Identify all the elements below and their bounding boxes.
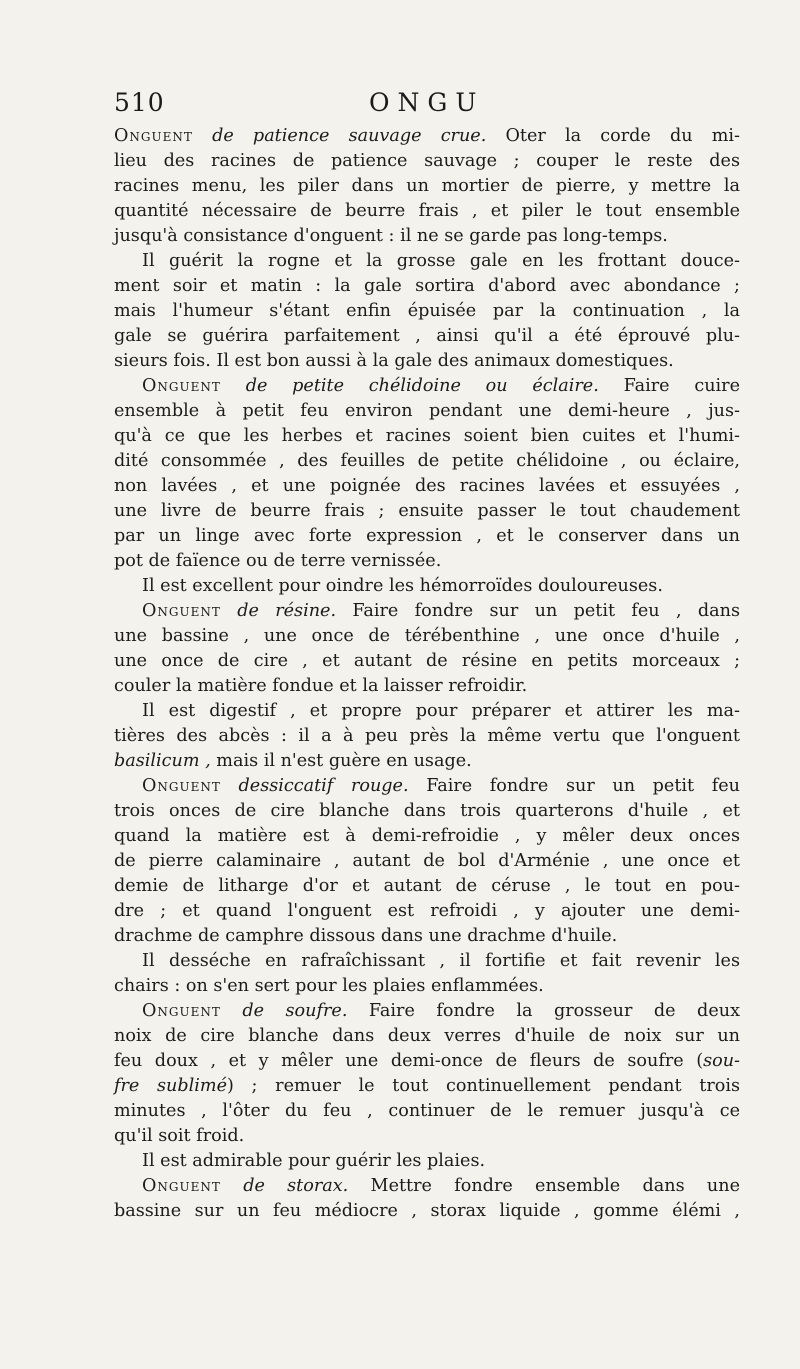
text-line xyxy=(114,799,740,824)
entry-keyword: Onguent xyxy=(142,376,221,396)
text-run: lieu des racines de patience sauvage ; couper le reste des xyxy=(114,151,740,171)
text-run: jusqu'à consistance d'onguent : il ne se garde pas long-temps. xyxy=(114,226,668,246)
text-line xyxy=(114,349,740,374)
text-run: ensemble à petit feu environ pendant une demi-heure , jus- xyxy=(114,401,740,421)
page-number: 510 xyxy=(114,88,165,117)
text-line xyxy=(114,1074,740,1099)
text-line xyxy=(114,999,740,1024)
text-run xyxy=(193,126,212,146)
text-run: une once de cire , et autant de résine en petits morceaux ; xyxy=(114,651,740,671)
italic-text: de patience sauvage crue. xyxy=(212,126,487,146)
text-line xyxy=(114,974,740,999)
text-line xyxy=(114,949,740,974)
text-run: noix de cire blanche dans deux verres d'huile de noix sur un xyxy=(114,1026,740,1046)
text-run: tières des abcès : il a à peu près la même vertu que l'onguent xyxy=(114,726,740,746)
text-run: Il est admirable pour guérir les plaies. xyxy=(142,1151,486,1171)
text-run: couler la matière fondue et la laisser refroidir. xyxy=(114,676,528,696)
text-line xyxy=(114,524,740,549)
text-line xyxy=(114,499,740,524)
text-line xyxy=(114,924,740,949)
text-line xyxy=(114,1174,740,1199)
text-run: une livre de beurre frais ; ensuite passer le tout chaudement xyxy=(114,501,740,521)
text-run: gale se guérira parfaitement , ainsi qu'il a été éprouvé plu- xyxy=(114,326,740,346)
text-run: Faire cuire xyxy=(598,376,740,396)
text-run: qu'à ce que les herbes et racines soient bien cuites et l'humi- xyxy=(114,426,740,446)
text-run: Faire fondre sur un petit feu xyxy=(408,776,741,796)
entry-keyword: Onguent xyxy=(142,601,221,621)
text-line xyxy=(114,174,740,199)
text-run: chairs : on s'en sert pour les plaies enflammées. xyxy=(114,976,544,996)
text-line xyxy=(114,724,740,749)
text-line xyxy=(114,1124,740,1149)
text-line xyxy=(114,699,740,724)
entry-keyword: Onguent xyxy=(142,1001,221,1021)
entry-keyword: Onguent xyxy=(142,776,221,796)
text-run: pot de faïence ou de terre vernissée. xyxy=(114,551,442,571)
text-line xyxy=(114,849,740,874)
text-line xyxy=(114,1024,740,1049)
text-line xyxy=(114,299,740,324)
text-line xyxy=(114,274,740,299)
text-run: Oter la corde du mi- xyxy=(486,126,740,146)
text-run: dité consommée , des feuilles de petite chélidoine , ou éclaire, xyxy=(114,451,740,471)
text-run xyxy=(221,1001,242,1021)
text-run: sieurs fois. Il est bon aussi à la gale des animaux domestiques. xyxy=(114,351,674,371)
text-run: dre ; et quand l'onguent est refroidi , y ajouter une demi- xyxy=(114,901,740,921)
text-run: Il desséche en rafraîchissant , il fortifie et fait revenir les xyxy=(142,951,740,971)
text-line xyxy=(114,374,740,399)
text-run: quand la matière est à demi-refroidie , y mêler deux onces xyxy=(114,826,740,846)
text-run: ) ; remuer le tout continuellement pendant trois xyxy=(227,1076,740,1096)
text-run: Faire fondre sur un petit feu , dans xyxy=(336,601,741,621)
text-line xyxy=(114,124,740,149)
body-text xyxy=(114,124,740,1224)
running-head: ONGU xyxy=(369,88,485,117)
text-line xyxy=(114,574,740,599)
text-run: trois onces de cire blanche dans trois quarterons d'huile , et xyxy=(114,801,740,821)
text-line xyxy=(114,324,740,349)
text-run: par un linge avec forte expression , et le conserver dans un xyxy=(114,526,740,546)
text-line xyxy=(114,674,740,699)
italic-text: dessiccatif rouge. xyxy=(238,776,409,796)
text-run: demie de litharge d'or et autant de céruse , le tout en pou- xyxy=(114,876,740,896)
italic-text: basilicum , xyxy=(114,751,211,771)
italic-text: fre sublimé xyxy=(114,1076,227,1096)
italic-text: de storax. xyxy=(243,1176,349,1196)
text-line xyxy=(114,774,740,799)
text-line xyxy=(114,149,740,174)
page-header xyxy=(114,88,674,122)
text-line xyxy=(114,449,740,474)
text-run: feu doux , et y mêler une demi-once de fleurs de soufre ( xyxy=(114,1051,704,1071)
text-line xyxy=(114,1149,740,1174)
text-line xyxy=(114,1199,740,1224)
text-line xyxy=(114,399,740,424)
text-run xyxy=(221,776,239,796)
text-line xyxy=(114,624,740,649)
text-line xyxy=(114,549,740,574)
text-run: drachme de camphre dissous dans une drachme d'huile. xyxy=(114,926,618,946)
text-run: Faire fondre la grosseur de deux xyxy=(347,1001,740,1021)
text-line xyxy=(114,224,740,249)
text-run: racines menu, les piler dans un mortier de pierre, y mettre la xyxy=(114,176,740,196)
entry-keyword: Onguent xyxy=(114,126,193,146)
text-line xyxy=(114,749,740,774)
text-run: quantité nécessaire de beurre frais , et piler le tout ensemble xyxy=(114,201,740,221)
text-line xyxy=(114,249,740,274)
text-line xyxy=(114,474,740,499)
text-run: Il est digestif , et propre pour préparer et attirer les ma- xyxy=(142,701,740,721)
text-line xyxy=(114,824,740,849)
text-run: une bassine , une once de térébenthine , une once d'huile , xyxy=(114,626,740,646)
text-run: de pierre calaminaire , autant de bol d'Arménie , une once et xyxy=(114,851,740,871)
text-line xyxy=(114,874,740,899)
text-run: Il guérit la rogne et la grosse gale en les frottant douce- xyxy=(142,251,740,271)
italic-text: sou- xyxy=(703,1051,740,1071)
entry-keyword: Onguent xyxy=(142,1176,221,1196)
text-line xyxy=(114,649,740,674)
text-run: ment soir et matin : la gale sortira d'abord avec abondance ; xyxy=(114,276,740,296)
text-run: Mettre fondre ensemble dans une xyxy=(348,1176,740,1196)
text-line xyxy=(114,424,740,449)
text-line xyxy=(114,899,740,924)
text-run: qu'il soit froid. xyxy=(114,1126,245,1146)
text-run xyxy=(221,1176,243,1196)
text-line xyxy=(114,599,740,624)
text-run: mais l'humeur s'étant enfin épuisée par la continuation , la xyxy=(114,301,740,321)
text-run: bassine sur un feu médiocre , storax liquide , gomme élémi , xyxy=(114,1201,740,1221)
text-run: minutes , l'ôter du feu , continuer de le remuer jusqu'à ce xyxy=(114,1101,740,1121)
text-line xyxy=(114,199,740,224)
italic-text: de soufre. xyxy=(242,1001,348,1021)
text-line xyxy=(114,1099,740,1124)
text-run xyxy=(221,601,237,621)
text-run xyxy=(221,376,246,396)
italic-text: de petite chélidoine ou éclaire. xyxy=(245,376,599,396)
italic-text: de résine. xyxy=(237,601,337,621)
text-run: mais il n'est guère en usage. xyxy=(210,751,472,771)
text-run: Il est excellent pour oindre les hémorroïdes douloureuses. xyxy=(142,576,663,596)
text-line xyxy=(114,1049,740,1074)
text-run: non lavées , et une poignée des racines lavées et essuyées , xyxy=(114,476,740,496)
